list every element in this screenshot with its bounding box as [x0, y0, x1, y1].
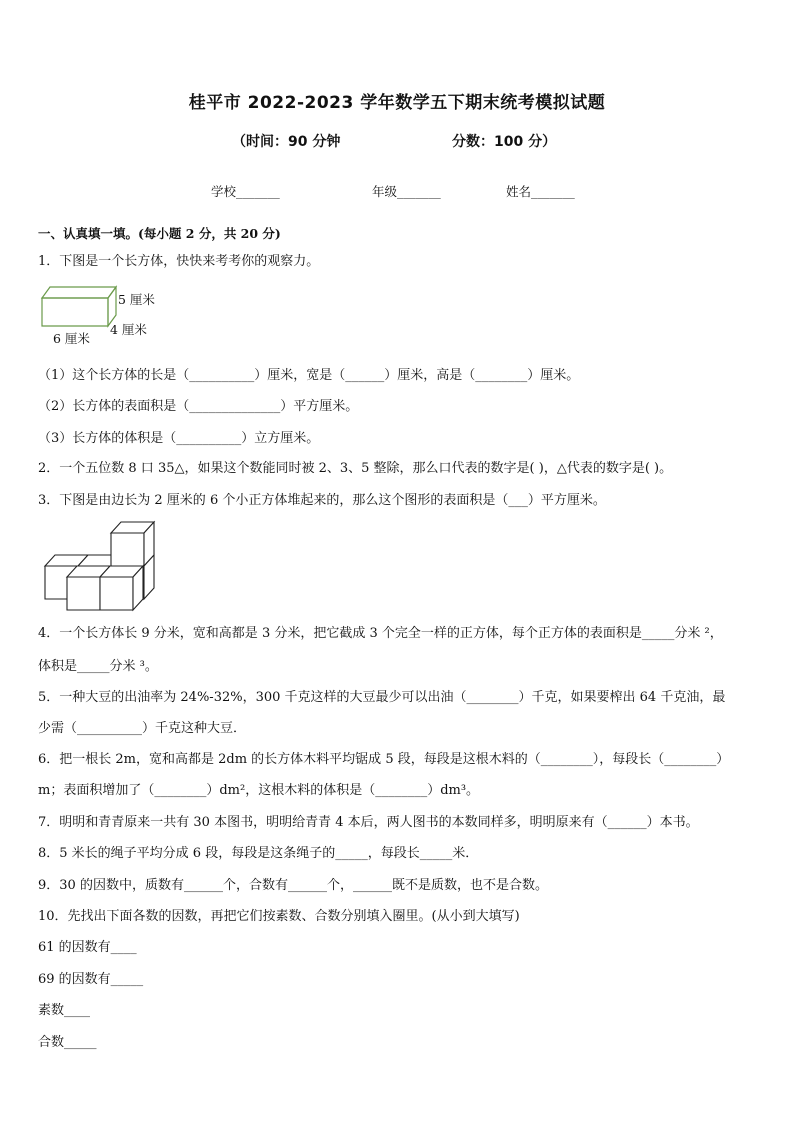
exam-score: 分数：100 分） — [452, 134, 557, 150]
question-3: 3．下图是由边长为 2 厘米的 6 个小正方体堆起来的，那么这个图形的表面积是（___）平方厘米。 — [38, 493, 606, 508]
question-10-primes: 素数____ — [38, 1003, 91, 1018]
question-5-line-2: 少需（__________）千克这种大豆． — [38, 721, 247, 736]
question-10-composites: 合数_____ — [38, 1035, 97, 1050]
cube-front-left — [67, 577, 100, 610]
question-10-factors-61: 61 的因数有____ — [38, 940, 137, 955]
stacked-cubes-figure — [0, 0, 200, 640]
exam-time: （时间：90 分钟 — [232, 134, 341, 150]
question-8: 8．5 米长的绳子平均分成 6 段，每段是这条绳子的_____，每段长_____米． — [38, 846, 479, 861]
school-field[interactable]: 学校_______ — [211, 184, 280, 199]
question-2: 2．一个五位数 8 口 35△，如果这个数能同时被 2、3、5 整除，那么口代表的数字是( )，△代表的数字是( )。 — [38, 461, 673, 476]
cube-upper-right — [111, 533, 144, 566]
question-10-factors-69: 69 的因数有_____ — [38, 972, 144, 987]
section-heading: 一、认真填一填。(每小题 2 分，共 20 分) — [38, 226, 281, 241]
cuboid-width-label: 4 厘米 — [110, 322, 147, 337]
grade-field[interactable]: 年级_______ — [372, 184, 441, 199]
question-4-line-2: 体积是_____分米 ³。 — [38, 659, 158, 674]
question-10: 10．先找出下面各数的因数，再把它们按素数、合数分别填入圈里。(从小到大填写) — [38, 909, 520, 924]
page-title: 桂平市 2022-2023 学年数学五下期末统考模拟试题 — [188, 93, 606, 113]
question-6-line-2: m；表面积增加了（________）dm²，这根木料的体积是（________）dm³。 — [38, 783, 480, 798]
question-6-line-1: 6．把一根长 2m，宽和高都是 2dm 的长方体木料平均锯成 5 段，每段是这根木料的（________），每段长（________） — [38, 752, 730, 767]
question-1-part-3: （3）长方体的体积是（__________）立方厘米。 — [38, 431, 320, 446]
question-1-part-2: （2）长方体的表面积是（______________）平方厘米。 — [38, 399, 359, 414]
name-field[interactable]: 姓名_______ — [506, 184, 575, 199]
question-7: 7．明明和青青原来一共有 30 本图书，明明给青青 4 本后，两人图书的本数同样多，明明原来有（______）本书。 — [38, 815, 699, 830]
question-1: 1．下图是一个长方体，快快来考考你的观察力。 — [38, 254, 320, 269]
question-9: 9．30 的因数中，质数有______个，合数有______个，______既不是质数，也不是合数。 — [38, 878, 548, 893]
question-4-line-1: 4．一个长方体长 9 分米，宽和高都是 3 分米，把它截成 3 个完全一样的正方体，每个正方体的表面积是_____分米 ²， — [38, 626, 723, 641]
question-1-part-1: （1）这个长方体的长是（__________）厘米，宽是（______）厘米，高是（________）厘米。 — [38, 368, 580, 383]
cuboid-height-label: 5 厘米 — [118, 292, 155, 307]
question-5-line-1: 5．一种大豆的出油率为 24%-32%，300 千克这样的大豆最少可以出油（________）千克，如果要榨出 64 千克油，最 — [38, 690, 726, 705]
cuboid-length-label: 6 厘米 — [53, 331, 90, 346]
cube-front-right — [100, 577, 133, 610]
